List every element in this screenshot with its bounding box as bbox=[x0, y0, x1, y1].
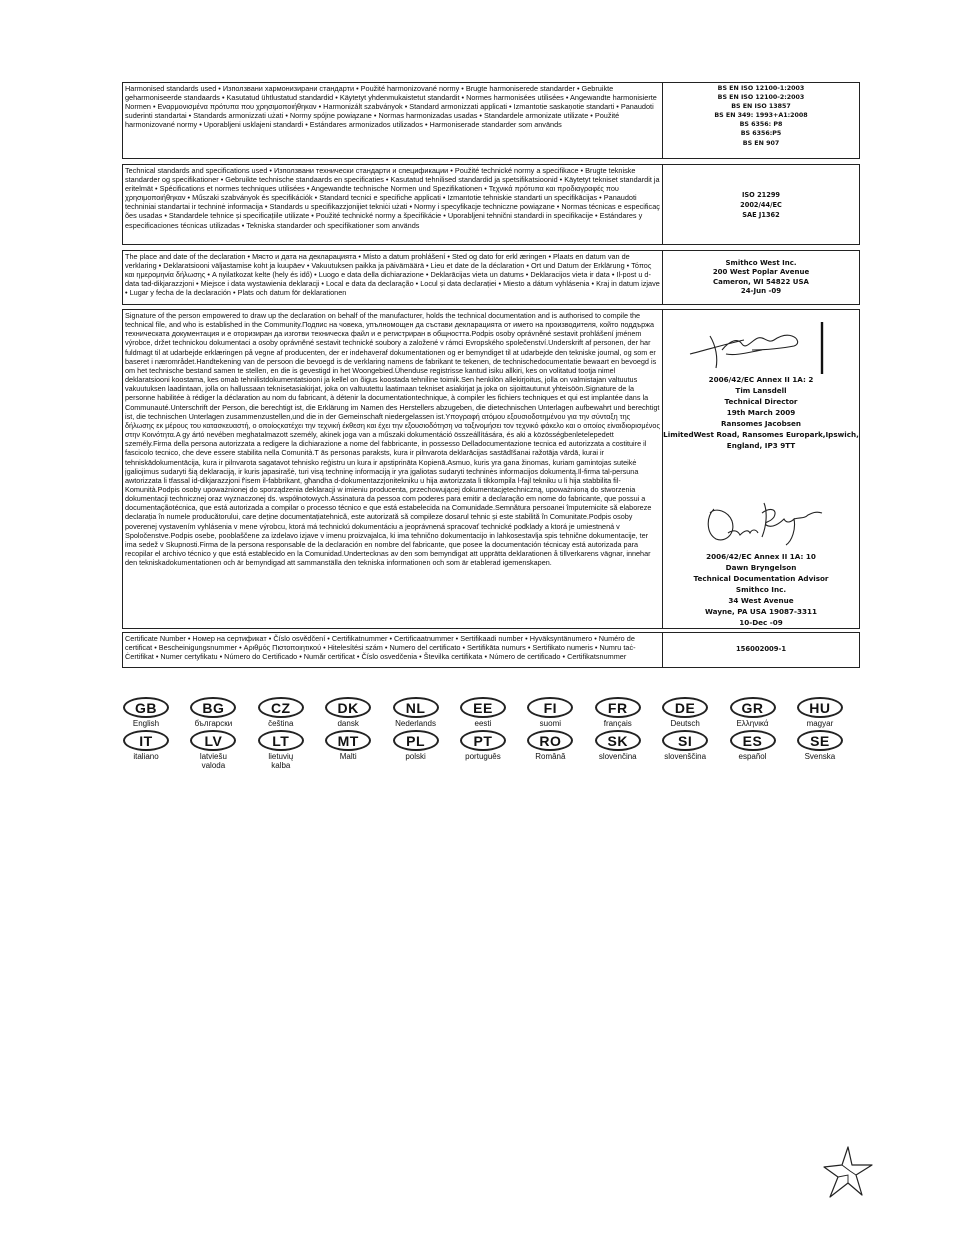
language-it bbox=[122, 730, 170, 770]
company-name: Ransomes Jacobsen bbox=[721, 419, 801, 428]
language-se bbox=[796, 730, 844, 770]
certificate-value-cell bbox=[663, 633, 859, 667]
language-name: Ελληνικά bbox=[736, 719, 769, 728]
language-es bbox=[729, 730, 777, 770]
language-name: español bbox=[738, 752, 767, 761]
company-address: 34 West Avenue bbox=[728, 596, 794, 605]
standard-value: BS EN ISO 12100-2:2003 bbox=[717, 94, 805, 102]
language-code-badge: NL bbox=[393, 697, 439, 718]
language-name: slovenčina bbox=[598, 752, 637, 761]
place-date-values bbox=[663, 251, 859, 304]
language-row-2 bbox=[122, 730, 844, 770]
annex-ref: 2006/42/EC Annex II 1A: 2 bbox=[708, 375, 814, 384]
language-code-badge: PT bbox=[460, 730, 506, 751]
language-lv bbox=[189, 730, 237, 770]
technical-standards-table bbox=[122, 164, 860, 245]
language-row-1 bbox=[122, 697, 844, 729]
signature-table bbox=[122, 309, 860, 629]
language-pl bbox=[392, 730, 440, 770]
language-ro bbox=[526, 730, 574, 770]
language-code-badge: ES bbox=[730, 730, 776, 751]
standard-value: BS 6356:P5 bbox=[740, 130, 782, 138]
address-line: Smithco West Inc. bbox=[725, 258, 797, 267]
signature-tim-lansdell bbox=[666, 310, 856, 374]
language-name: dansk bbox=[337, 719, 359, 728]
language-code-badge: DE bbox=[662, 697, 708, 718]
language-code-badge: SK bbox=[595, 730, 641, 751]
language-code-badge: GB bbox=[123, 697, 169, 718]
language-si bbox=[661, 730, 709, 770]
standard-value: SAE J1362 bbox=[742, 210, 780, 219]
signature-date: 10-Dec -09 bbox=[739, 618, 783, 627]
language-nl bbox=[392, 697, 440, 729]
place-date-label: The place and date of the declaration • Място и дата на декларацията • Místo a datum prohlášení • Sted og dato for erkl æringen • Plaats en datum van de verklaring • Deklaratsiooni väljastamise koht ja kuupäev • Vakuutuksen paikka ja päivämäärä • Lieu et date de la déclaration • Ort und Datum der Erklärung • Τόπος και ημερομηνία δήλωσης • A nyilatkozat kelte (hely és idő) • Luogo e data della dichiarazione • Deklarācijas vieta un datums • Deklaracijos vieta ir data • Il-post u d-data tad-dikjarazzjoni • Miejsce i data wystawienia deklaracji • Local e data da declaração • Locul și data declarației • Miesto a dátum vyhlásenia • Kraj in datum izjave • Lugar y fecha de la declaración • Plats och datum för deklarationen bbox=[123, 251, 663, 304]
language-name: português bbox=[465, 752, 501, 761]
star-logo-icon bbox=[820, 1145, 876, 1204]
language-fr bbox=[594, 697, 642, 729]
company-address: LimitedWest Road, Ransomes Europark,Ipswich, bbox=[663, 430, 859, 439]
language-name: lietuvių kalba bbox=[268, 752, 294, 770]
address-line: 200 West Poplar Avenue bbox=[712, 268, 810, 277]
signatory-title: Technical Documentation Advisor bbox=[693, 574, 829, 583]
language-code-badge: CZ bbox=[258, 697, 304, 718]
language-code-badge: FI bbox=[527, 697, 573, 718]
language-code-badge: HU bbox=[797, 697, 843, 718]
signature-dawn-bryngelson bbox=[666, 489, 856, 551]
language-code-badge: LV bbox=[190, 730, 236, 751]
signature-values bbox=[663, 310, 859, 628]
signatory-title: Technical Director bbox=[724, 397, 798, 406]
language-hu bbox=[796, 697, 844, 729]
address-line: Cameron, WI 54822 USA bbox=[713, 277, 809, 286]
language-name: magyar bbox=[806, 719, 834, 728]
language-code-badge: GR bbox=[730, 697, 776, 718]
signature-label: Signature of the person empowered to draw up the declaration on behalf of the manufacturer, holds the technical documentation and is authorised to compile the technical file, and who is established in the Community.Подпис на човека, упълномощен да състави декларацията от името на производителя, който поддържа техническата документация и е оторизиран да изготви техническа файл и е регистриран в общността.Podpis osoby oprávněné sestavit prohlášení jménem výrobce, držet technickou dokumentaci a osoby oprávněné sestavit technické soubory a založené v rámci Evropského společenství.Underskrift af personen, der har fuldmagt til at udarbejde erklæringen på vegne af producenten, der er indehaveraf dokumentationen og er bemyndiget til at udarbejde den tekniske journal, og som er baseret i nærområdet.Handtekening van de persoon die bevoegd is de verklaring namens de fabrikant te tekenen, de technischedocumentatie bewaart en bevoegd is om het technische bestand samen te stellen, en die is gevestigd in het Woongebied.Ühenduse registrisse kantud isiku allkiri, kes on volitatud tootja nimel deklaratsiooni koostama, kes omab tehnilistdokumentatsiooni ja kellel on õigus koostada tehniline toimik.Sen henkilön allekirjoitus, jolla on valmistajan valtuutus vakuutuksen laadintaan, jolla on hallussaan teknisetasiakirjat, joka on valtuutettu laatimaan tekniset asiakirjat ja joka on sijoittautunut yhteisöön.Signature de la personne habilitée à rédiger la déclaration au nom du fabricant, à détenir la documentationtechnique, à compiler les fichiers techniques et qui est implantée dans la Communauté.Unterschrift der Person, die berechtigt ist, die Erklärung im Namen des Herstellers abzugeben, die dietechnischen Unterlagen aufbewahrt und berechtigt ist, die technischen Unterlagen zusammenzustellen,und die in der Gemeinschaft niedergelassen ist.Υπογραφή ατόμου εξουσιοδοτημένου για την σύνταξη της δήλωσης εκ μέρους του κατασκευαστή, ο οποίοςκατέχει την τεχνική έκθεση και έχει την εξουσιοδότηση να ταξινομήσει τον τεχνικό φάκελο και ο οποίος είναιδιορισμένος στην Κοινότητα.A gy ártó nevében meghatalmazott személy, akinek joga van a műszaki dokumentáció összeállítására, és aki a közösségbenletelepedett személy.Firma della persona autorizzata a redigere la dichiarazione a nome del fabbricante, in possesso Delladocumentazione tecnica ed autorizzata a costituire il fascicolo tecnico, che deve essere stabilita nella Comunità.T ās personas paraksts, kura ir pilnvarota deklarācijas sastādīšanai ražotāja vārdā, kurai ir tehniskādokumentācija, kura ir pilnvarota sagatavot tehnisko reģistru un kura ir apstiprināta Kopienā.Asmuo, kuris yra gana žinomas, kuriam gamintojas suteikė įgaliojimus sudaryti šią deklaraciją, ir kuris japasirašė, turi visą techninę informaciją ir yra įgaliotas sudaryti techninės informacijos dokumentą.Il-firma tal-persuna awtorizzata li tfassal id-dikjarazzjoni f'isem il-fabbrikant, għandha d-dokumentazzjonitekniku u hija awtorizzata li tikkompila l-fajl tekniku u li hija stabbilita fil-Komunità.Podpis osoby upoważnionej do sporządzenia deklaracji w imieniu producenta, przechowującej dokumentacjętechniczną, upoważnioną do stworzenia dokumentacji technicznej oraz wyznaczonej ds. współnotowych.Assinatura da pessoa com poderes para emitir a declaração em nome do fabricante, que possui a documentaçãotécnica, que está autorizada a compilar o processo técnico e que está estabelecida na Comunidade.Semnătura persoanei împuternicite să elaboreze declarația în numele producătorului, care deține documentațiatehnică, este autorizată să compileze dosarul tehnic și este stabilită în Comunitate.Podpis osoby poverenej vystavením vyhlásenia v mene výrobcu, ktorá má technickú dokumentáciu a jeoprávnená spracovať technické podklady a ktorá je umiestnená v Spoločenstve.Podpis osebe, pooblaščene za izdelavo izjave v imenu proizvajalca, ki ima tehnično dokumentacijo in lahkosestavlja spis tehnične dokumentacije, ter ima sedež v Skupnosti.Firma de la persona responsable de la declaración en nombre del fabricante, que posee la documentación técnicay está autorizada para recopilar el archivo técnico y que está establecido en la Comunidad.Undertecknas av den som bemyndigat att upprätta deklarationen å tillverkarens vägnar, innehar den tekniskadokumentationen och är bemyndigad att sammanställa den tekniska informationen och som är etablerad igemenskapen. bbox=[123, 310, 663, 628]
language-code-badge: BG bbox=[190, 697, 236, 718]
harmonised-standards-table bbox=[122, 82, 860, 159]
language-code-badge: IT bbox=[123, 730, 169, 751]
language-de bbox=[661, 697, 709, 729]
language-name: Malti bbox=[339, 752, 357, 761]
standard-value: BS EN ISO 13857 bbox=[731, 103, 791, 111]
standard-value: BS EN 907 bbox=[742, 139, 780, 147]
language-name: latviešu valoda bbox=[199, 752, 227, 770]
annex-ref: 2006/42/EC Annex II 1A: 10 bbox=[706, 552, 816, 561]
certificate-number: 156002009-1 bbox=[735, 645, 787, 654]
language-name: Nederlands bbox=[395, 719, 437, 728]
language-fi bbox=[526, 697, 574, 729]
company-name: Smithco Inc. bbox=[735, 585, 787, 594]
standard-value: BS EN 349: 1993+A1:2008 bbox=[714, 112, 808, 120]
language-name: polski bbox=[405, 752, 426, 761]
company-address: England, IP3 9TT bbox=[726, 441, 796, 450]
standard-value: 2002/44/EC bbox=[740, 200, 782, 209]
standard-value: BS 6356: P8 bbox=[739, 121, 783, 129]
language-code-badge: SI bbox=[662, 730, 708, 751]
language-code-badge: MT bbox=[325, 730, 371, 751]
language-bg bbox=[189, 697, 237, 729]
language-name: български bbox=[194, 719, 233, 728]
language-name: slovenščina bbox=[664, 752, 707, 761]
certificate-table bbox=[122, 632, 860, 668]
language-cz bbox=[257, 697, 305, 729]
technical-standards-label: Technical standards and specifications used • Използвани технически стандарти и спецификации • Použité technické normy a specifikace • Brugte tekniske standarder og specifikationer • Gebruikte technische standaards en specificaties • Kasutatud tehnilised standardid ja spetsifikatsioonid • Käytetyt tekniset standardit ja eritelmät • Spécifications et normes techniques utilisées • Angewandte technische Normen und Spezifikationen • Τεχνικά πρότυπα και προδιαγραφές που χρησιμοποιήθηκαν • Műszaki szabványok és specifikációk • Standard tecnici e specifiche applicati • Izmantotie tehniskie standarti un specifikācijas • Panaudoti techniniai standartai ir techninė informacija • Standards u specifikazzjonijiet tekniċi użati • Normy i specyfikacje techniczne powiązane • Normas técnicas e especificaç ões usadas • Standardele tehnice și specificațiile utilizate • Použité technické normy a špecifikácie • Uporabljeni tehnični standardi in specifikacije • Estándares y especificaciones técnicas utilizadas • Tekniska standarder och specifikationer som används bbox=[123, 165, 663, 244]
language-name: Svenska bbox=[804, 752, 836, 761]
language-gr bbox=[729, 697, 777, 729]
language-name: italiano bbox=[133, 752, 159, 761]
language-code-badge: RO bbox=[527, 730, 573, 751]
standard-value: ISO 21299 bbox=[741, 190, 781, 199]
company-address: Wayne, PA USA 19087-3311 bbox=[705, 607, 817, 616]
language-lt bbox=[257, 730, 305, 770]
language-code-badge: PL bbox=[393, 730, 439, 751]
language-code-badge: FR bbox=[595, 697, 641, 718]
language-gb bbox=[122, 697, 170, 729]
harmonised-standards-label: Harmonised standards used • Използвани хармонизирани стандарти • Použité harmonizované normy • Brugte harmoniserede standarder • Gebruikte geharmoniseerde standaards • Kasutatud ühtlustatud standardid • Käytetyt yhdenmukaistetut standardit • Normes harmonisées utilisées • Angewandte harmonisierte Normen • Εναρμονισμένα πρότυπα που χρησιμοποιήθηκαν • Harmonizált szabványok • Standard armonizzati applicati • Izmantotie saskaņotie standarti • Panaudoti suderinti standartai • Standards armonizzati użati • Normy spójne powiązane • Normas harmonizadas usadas • Standardele armonizate utilizate • Použité harmonizované normy • Uporabljeni usklajeni standardi • Estándares armonizados utilizados • Harmoniserade standarder som används bbox=[123, 83, 663, 158]
language-code-badge: LT bbox=[258, 730, 304, 751]
language-ee bbox=[459, 697, 507, 729]
signatory-name: Dawn Bryngelson bbox=[725, 563, 797, 572]
language-name: čeština bbox=[268, 719, 294, 728]
language-code-badge: DK bbox=[325, 697, 371, 718]
signature-date: 19th March 2009 bbox=[726, 408, 796, 417]
language-dk bbox=[324, 697, 372, 729]
language-name: suomi bbox=[539, 719, 562, 728]
certificate-label: Certificate Number • Номер на сертификат • Číslo osvědčení • Certifikatnummer • Certificaatnummer • Sertifikaadi number • Hyväksyntänumero • Numéro de certificat • Bescheinigungsnummer • Αριθμός Πιστοποιητικού • Hitelesítési szám • Numero del certificato • Sertifikāta numurs • Sertifikato numeris • Numru taċ-Ċertifikat • Numer certyfikatu • Número do Certificado • Număr certificat • Číslo osvedčenia • Številka certifikata • Número de certificado • Certifikatsnummer bbox=[123, 633, 663, 667]
language-name: français bbox=[603, 719, 632, 728]
language-name: English bbox=[132, 719, 160, 728]
language-name: Deutsch bbox=[670, 719, 700, 728]
harmonised-standards-values bbox=[663, 83, 859, 158]
language-name: Română bbox=[535, 752, 566, 761]
language-code-badge: EE bbox=[460, 697, 506, 718]
standard-value: BS EN ISO 12100-1:2003 bbox=[717, 85, 805, 92]
language-mt bbox=[324, 730, 372, 770]
language-sk bbox=[594, 730, 642, 770]
place-date-table bbox=[122, 250, 860, 305]
date-line: 24-Jun -09 bbox=[740, 286, 782, 295]
language-code-badge: SE bbox=[797, 730, 843, 751]
language-name: eesti bbox=[474, 719, 492, 728]
signatory-name: Tim Lansdell bbox=[735, 386, 787, 395]
language-pt bbox=[459, 730, 507, 770]
technical-standards-values bbox=[663, 165, 859, 244]
